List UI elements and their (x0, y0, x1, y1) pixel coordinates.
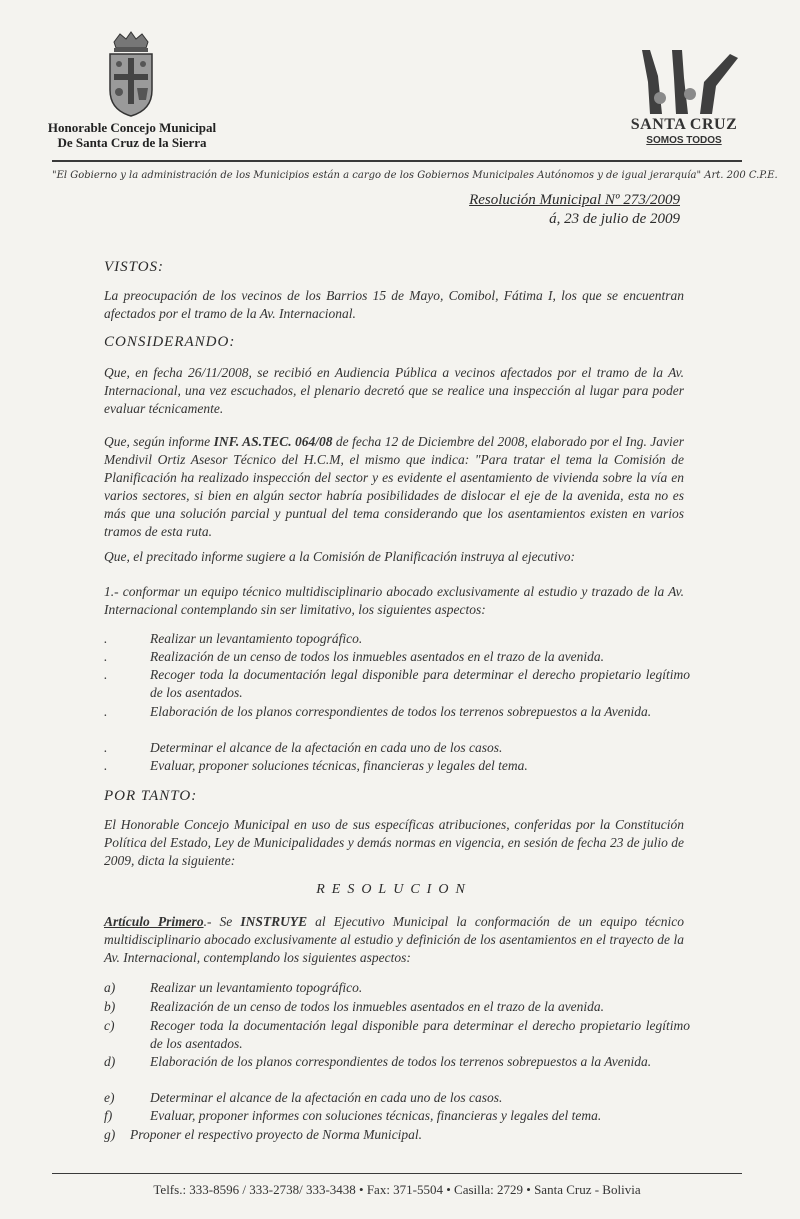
article-label: Artículo Primero (104, 914, 204, 929)
article-first (104, 913, 684, 967)
item-letter: g) (104, 1127, 116, 1142)
considerando-paragraph-1: Que, en fecha 26/11/2008, se recibió en Audiencia Pública a vecinos afectados por el tramo de la Av. Internacional, una vez escuchados, el plenario decretó que se realice una inspección al lugar para poder evaluar técnicamente. (104, 365, 684, 416)
coat-of-arms-emblem (100, 30, 162, 120)
bullet-mark: . (104, 704, 108, 719)
item-letter: d) (104, 1054, 116, 1069)
portanto-heading: POR TANTO: (104, 788, 198, 804)
item-text: Realización de un censo de todos los inmuebles asentados en el trazo de la avenida. (150, 999, 605, 1014)
bullet-mark: . (104, 649, 108, 664)
item-text: Determinar el alcance de la afectación en cada uno de los casos. (150, 1090, 503, 1105)
considerando-paragraph-2 (104, 433, 684, 541)
bullet-text: Evaluar, proponer soluciones técnicas, financieras y legales del tema. (150, 758, 528, 773)
item-text: Evaluar, proponer informes con soluciones técnicas, financieras y legales del tema. (150, 1108, 602, 1123)
bullet-text: Determinar el alcance de la afectación en cada uno de los casos. (150, 740, 503, 755)
logo-title: SANTA CRUZ (630, 116, 738, 133)
bullet-mark: . (104, 740, 108, 755)
footer-contact: Telfs.: 333-8596 / 333-2738/ 333-3438 • Fax: 371-5504 • Casilla: 2729 • Santa Cruz - Bolivia (153, 1182, 641, 1197)
bullet-mark: . (104, 631, 108, 646)
bullet-text: Elaboración de los planos correspondientes de todos los terrenos sobrepuestos a la Avenida. (150, 704, 652, 719)
considerando-paragraph-3: Que, el precitado informe sugiere a la Comisión de Planificación instruya al ejecutivo: (104, 549, 576, 564)
considerando-heading: CONSIDERANDO: (104, 334, 236, 350)
bullet-text: Realizar un levantamiento topográfico. (150, 631, 363, 646)
considerando-paragraph-4: 1.- conformar un equipo técnico multidisciplinario abocado exclusivamente al estudio y trazado de la Av. Internacional contemplando sin ser limitativo, los siguientes aspectos: (104, 584, 684, 617)
vistos-heading: VISTOS: (104, 259, 165, 275)
item-letter: a) (104, 980, 116, 995)
bullet-text: Realización de un censo de todos los inmuebles asentados en el trazo de la avenida. (150, 649, 605, 664)
vistos-text: La preocupación de los vecinos de los Barrios 15 de Mayo, Comibol, Fátima I, los que se encuentran afectados por el tramo de la Av. Internacional. (104, 288, 684, 321)
constitution-quote: "El Gobierno y la administración de los Municipios están a cargo de los Gobiernos Municipales Autónomos y de igual jerarquía" Art. 200 C.P.E. (52, 170, 778, 181)
header-divider (52, 160, 742, 162)
organization-name (20, 120, 244, 150)
logo-subtitle: SOMOS TODOS (646, 135, 722, 146)
resolution-title: Resolución Municipal Nº 273/2009 (469, 192, 680, 208)
bullet-text: Recoger toda la documentación legal disponible para determinar el derecho propietario legítimo de los asentados. (150, 667, 690, 700)
item-text: Recoger toda la documentación legal disponible para determinar el derecho propietario legítimo de los asentados. (150, 1018, 690, 1051)
p2-body: de fecha 12 de Diciembre del 2008, elaborado por el Ing. Javier Mendivil Ortiz Asesor Técnico del H.C.M, el mismo que indica: "Para tratar el tema la Comisión de Planificación ha realizado inspección del sector y es evidente el asentamiento de vivienda sobre la vía en varios sectores, si bien en algún sector habría posibilidades de dislocar el eje de la avenida, esta no es más que una solución parcial y puntual del tema considerando que los asentamientos existen en varios tramos de esta ruta. (104, 434, 684, 539)
item-letter: b) (104, 999, 116, 1014)
item-text: Realizar un levantamiento topográfico. (150, 980, 363, 995)
article-text: al Ejecutivo Municipal la conformación de un equipo técnico multidisciplinario abocado exclusivamente al estudio y definición de los asentamientos en el trayecto de la Av. Internacional, contemplando los siguientes aspectos: (104, 914, 684, 965)
item-letter: e) (104, 1090, 115, 1105)
article-separator: .- Se (203, 914, 241, 929)
resolution-date: á, 23 de julio de 2009 (549, 211, 680, 227)
portanto-text: El Honorable Concejo Municipal en uso de sus específicas atribuciones, conferidas por la Constitución Política del Estado, Ley de Municipalidades y demás normas en vigencia, en sesión de fecha 23 de julio de 2009, dicta la siguiente: (104, 817, 684, 868)
article-verb: INSTRUYE (240, 914, 308, 929)
bullet-mark: . (104, 667, 108, 682)
p2-intro: Que, según informe (104, 434, 214, 449)
footer-divider (52, 1173, 742, 1174)
org-name-line1: Honorable Concejo Municipal (47, 120, 217, 135)
resolucion-heading: RESOLUCION (316, 882, 472, 897)
report-reference: INF. AS.TEC. 064/08 (213, 434, 333, 449)
item-text: Proponer el respectivo proyecto de Norma Municipal. (130, 1127, 423, 1142)
bullet-mark: . (104, 758, 108, 773)
item-letter: f) (104, 1108, 113, 1123)
item-letter: c) (104, 1018, 115, 1033)
org-name-line2: De Santa Cruz de la Sierra (57, 135, 207, 150)
item-text: Elaboración de los planos correspondientes de todos los terrenos sobrepuestos a la Avenida. (150, 1054, 652, 1069)
